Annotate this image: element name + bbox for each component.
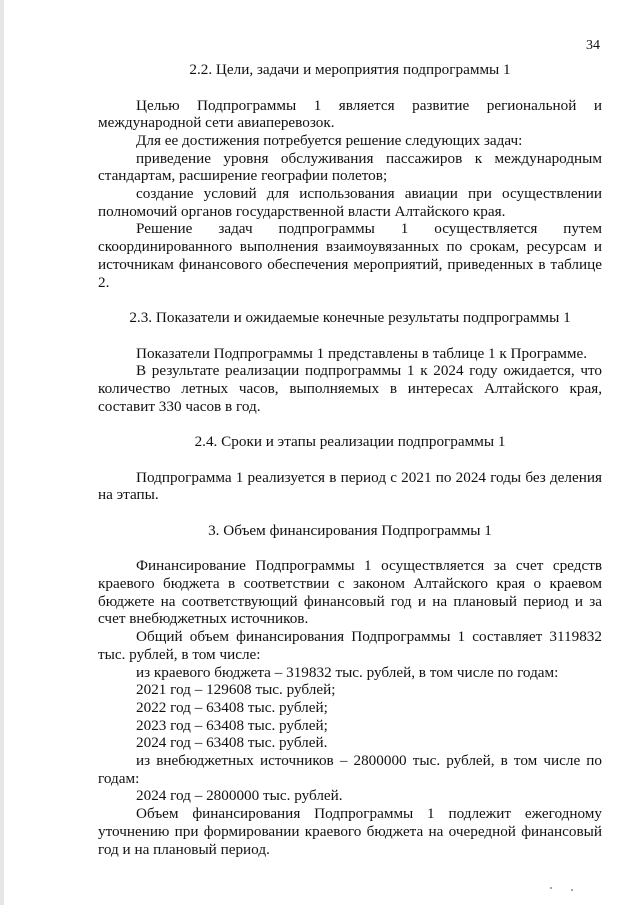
paragraph: Показатели Подпрограммы 1 представлены в таблице 1 к Программе. (136, 344, 588, 362)
section-2-2-heading: 2.2. Цели, задачи и мероприятия подпрограммы 1 (189, 61, 511, 78)
list-item: 2024 год – 2800000 тыс. рублей. (136, 787, 343, 805)
section-3-heading: 3. Объем финансирования Подпрограммы 1 (208, 521, 492, 539)
list-item: 2022 год – 63408 тыс. рублей; (136, 698, 328, 716)
paragraph: Подпрограмма 1 реализуется в период с 2021 по 2024 годы без деления на этапы. (98, 468, 602, 504)
paragraph: Финансирование Подпрограммы 1 осуществляется за счет средств краевого бюджета в соответствии с законом Алтайского края о краевом бюджете на соответствующий финансовый год и на плановый период и за счет внебюджетных источников. (98, 557, 602, 628)
paragraph: В результате реализации подпрограммы 1 к 2024 году ожидается, что количество летных часов, выполняемых в интересах Алтайского края, составит 330 часов в год. (98, 362, 602, 415)
paragraph: из внебюджетных источников – 2800000 тыс. рублей, в том числе по годам: (98, 752, 602, 787)
scan-edge (0, 0, 4, 905)
paragraph: Целью Подпрограммы 1 является развитие региональной и международной сети авиаперевозок. (98, 96, 602, 132)
paragraph: Для ее достижения потребуется решение следующих задач: (136, 131, 523, 149)
paragraph: приведение уровня обслуживания пассажиров к международным стандартам, расширение географии полетов; (98, 149, 602, 185)
section-2-4-heading: 2.4. Сроки и этапы реализации подпрограммы 1 (194, 433, 506, 451)
list-item: 2023 год – 63408 тыс. рублей; (136, 716, 328, 734)
list-item: 2021 год – 129608 тыс. рублей; (136, 681, 336, 699)
section-2-3-heading: 2.3. Показатели и ожидаемые конечные результаты подпрограммы 1 (129, 309, 571, 327)
list-item: 2024 год – 63408 тыс. рублей. (136, 734, 328, 752)
document-body (98, 61, 602, 858)
page-number: 34 (586, 38, 600, 53)
scan-speck (550, 887, 552, 889)
scan-speck (571, 889, 573, 891)
paragraph: Решение задач подпрограммы 1 осуществляется путем скоординированного выполнения взаимоувязанных по срокам, ресурсам и источникам финансового обеспечения мероприятий, приведенных в таблице 2. (98, 220, 602, 291)
paragraph: Общий объем финансирования Подпрограммы 1 составляет 3119832 тыс. рублей, в том числе: (98, 628, 602, 663)
paragraph: создание условий для использования авиации при осуществлении полномочий органов государственной власти Алтайского края. (98, 185, 602, 220)
paragraph: из краевого бюджета – 319832 тыс. рублей, в том числе по годам: (136, 663, 559, 681)
paragraph: Объем финансирования Подпрограммы 1 подлежит ежегодному уточнению при формировании краевого бюджета на очередной финансовый год и на плановый период. (98, 805, 602, 858)
